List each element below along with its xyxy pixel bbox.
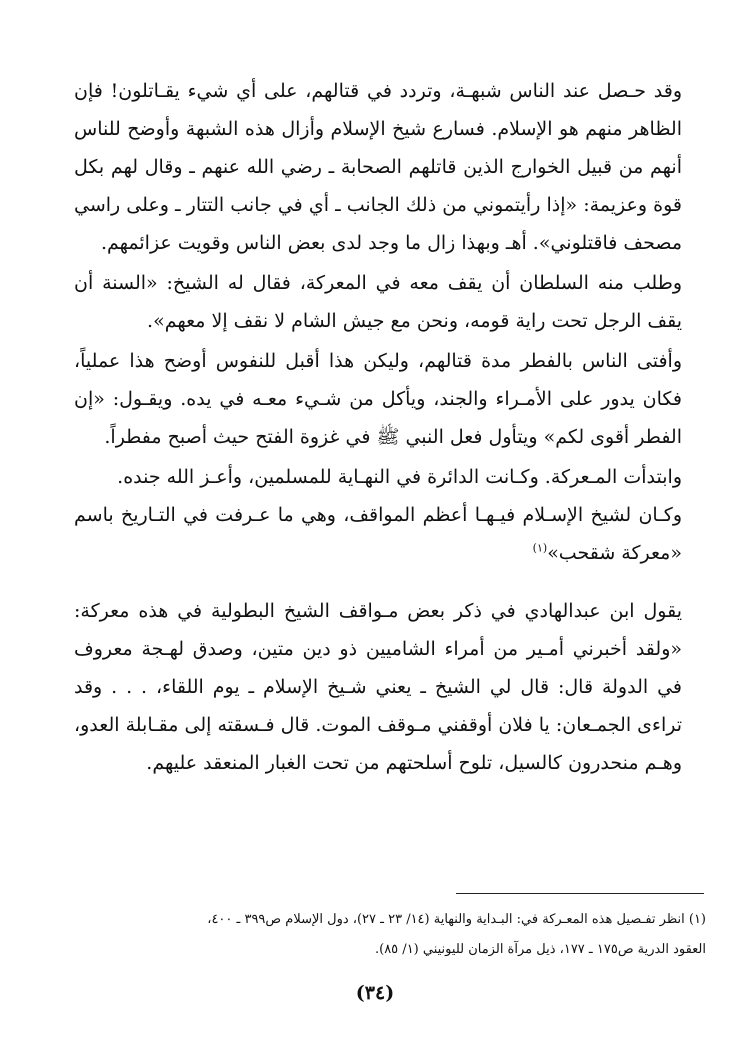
paragraph-shaqhab-text: وكـان لشيخ الإسـلام فيـهـا أعظم المواقف، وهي ما عـرفت في التـاريخ باسم «معركة شقحب» [74,504,682,564]
paragraph-shaqhab [74,496,682,572]
footnote-line: العقود الدرية ص١٧٥ ـ ١٧٧، ذيل مرآة الزمان لليونيني (١/ ٨٥). [374,942,706,957]
footnotes [74,905,706,965]
footnote-divider [456,893,704,894]
paragraph-fatwa-fasting: وأفتى الناس بالفطر مدة قتالهم، وليكن هذا أقبل للنفوس أوضح هذا عملياً، فكان يدور على الأمـراء والجند، ويأكل من شـيء معـه في يده. ويقـول: «إن الفطر أقوى لكم» ويتأول فعل النبي ﷺ في غزوة الفتح حيث أصبح مفطراً. [74,350,682,448]
footnote-line: (١) انظر تفـصيل هذه المعـركة في: البـداية والنهاية (١٤/ ٢٣ ـ ٢٧)، دول الإسلام ص٣٩٩ ـ ٤٠٠، [207,912,706,927]
paragraph-ibn-abdulhadi: يقول ابن عبدالهادي في ذكر بعض مـواقف الشيخ البطولية في هذه معركة: «ولقد أخبرني أمـير من أمراء الشاميين ذو دين متين، وصدق لهـجة معروف في الدولة قال: قال لي الشيخ ـ يعني شـيخ الإسلام ـ يوم اللقاء، . . . وقد تراءى الجمـعان: يا فلان أوقفني مـوقف الموت. قال فـسقته إلى مقـابلة العدو، وهـم منحدرون كالسيل، تلوح أسلحتهم من تحت الغبار المنعقد عليهم. [74,600,682,774]
paragraph-sultan-request: وطلب منه السلطان أن يقف معه في المعركة، فقال له الشيخ: «السنة أن يقف الرجل تحت راية قومه، ونحن مع جيش الشام لا نقف إلا معهم». [74,272,682,332]
paragraph-shubha: وقد حـصل عند الناس شبهـة، وتردد في قتالهم، على أي شيء يقـاتلون! فإن الظاهر منهم هو الإسلام. فسارع شيخ الإسلام وأزال هذه الشبهة وأوضح للناس أنهم من قبيل الخوارج الذين قاتلهم الصحابة ـ رضي الله عنهم ـ وقال لهم بكل قوة وعزيمة: «إذا رأيتموني من ذلك الجانب ـ أي في جانب التتار ـ وعلى راسي مصحف فاقتلوني». أهـ وبهذا زال ما وجد لدى بعض الناس وقويت عزائمهم. [74,80,682,254]
footnote-reference: (١) [532,541,548,555]
page-number: (٣٤) [355,982,395,1004]
main-text [74,72,682,782]
paragraph-battle-start: وابتدأت المـعركة. وكـانت الدائرة في النهـاية للمسلمين، وأعـز الله جنده. [117,466,682,488]
